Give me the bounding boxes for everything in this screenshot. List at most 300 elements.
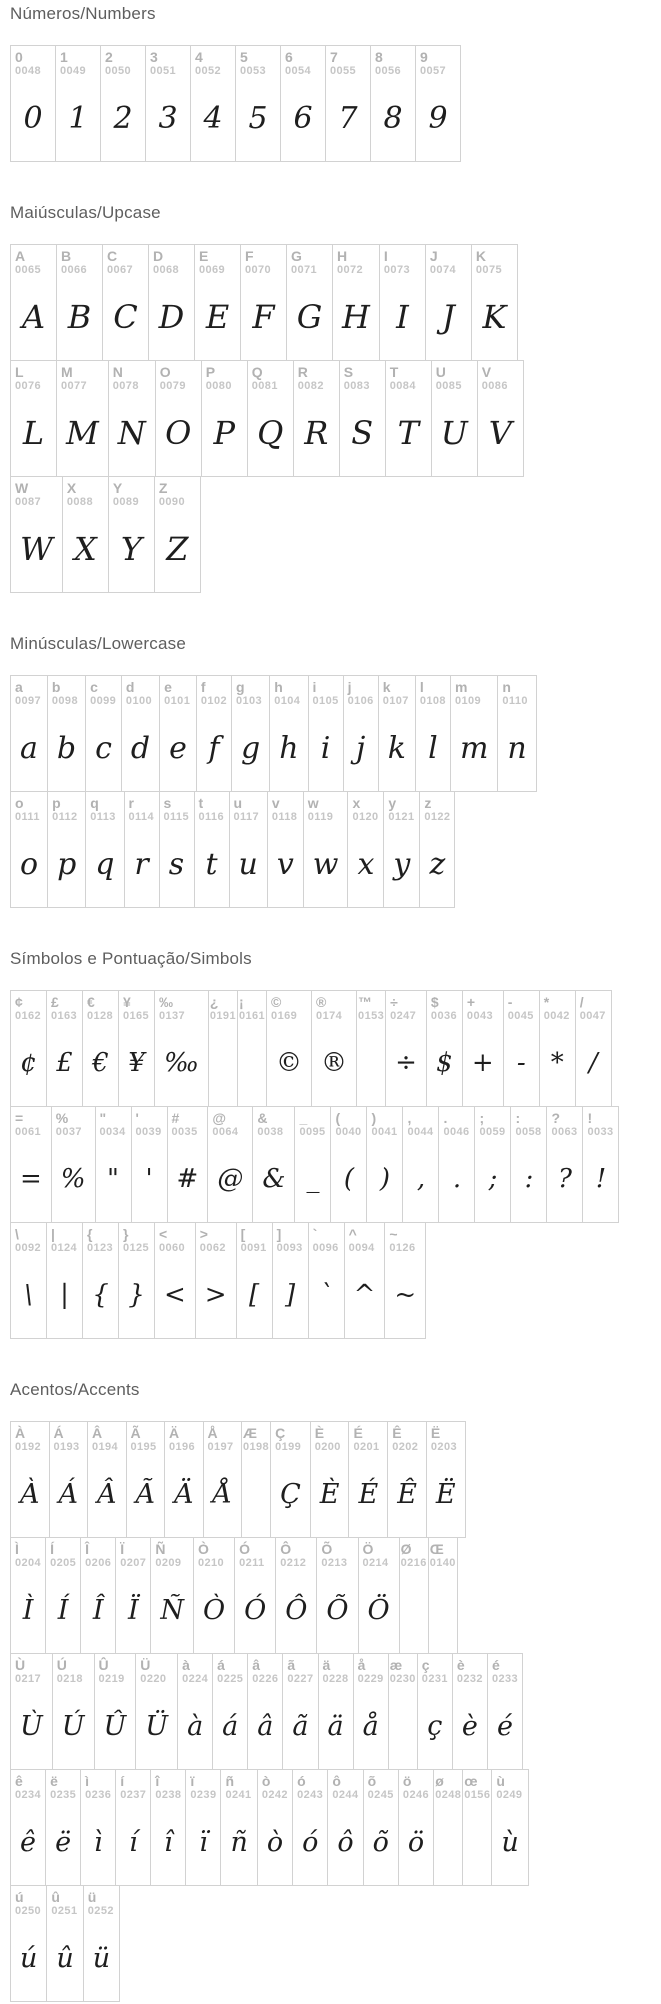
char-code: 0110 — [502, 695, 528, 708]
glyph-cell — [95, 1106, 132, 1223]
char-label: N — [112, 364, 123, 380]
char-label: C — [107, 248, 118, 264]
char-code: 0163 — [51, 1010, 78, 1023]
char-label: s — [163, 795, 172, 811]
char-code: 0081 — [251, 380, 278, 393]
char-code: 0037 — [55, 1126, 82, 1139]
char-label: : — [515, 1110, 521, 1126]
char-label: ô — [332, 1773, 341, 1789]
char-glyph: N — [117, 414, 146, 453]
glyph-cell — [308, 675, 344, 792]
char-label: 6 — [285, 49, 293, 65]
char-glyph: ¥ — [128, 1048, 145, 1079]
char-glyph: ù — [501, 1826, 519, 1858]
glyph-cell — [115, 1537, 151, 1654]
char-glyph: ñ — [230, 1826, 248, 1858]
char-code: 0224 — [182, 1673, 209, 1686]
char-label: î — [155, 1773, 160, 1789]
char-glyph: = — [20, 1164, 42, 1195]
char-code: 0230 — [389, 1673, 416, 1686]
glyph-cell — [150, 1769, 186, 1886]
char-label: í — [120, 1773, 125, 1789]
char-label: Ô — [280, 1541, 292, 1557]
char-code: 0092 — [15, 1242, 42, 1255]
glyph-cell — [310, 1421, 350, 1538]
char-glyph: õ — [372, 1826, 389, 1858]
char-glyph: ` — [319, 1280, 333, 1311]
glyph-cell — [102, 244, 149, 361]
char-code: 0245 — [367, 1789, 394, 1802]
glyph-cell — [87, 1421, 127, 1538]
char-code: 0055 — [330, 65, 357, 78]
char-glyph — [243, 1454, 269, 1534]
glyph-cell — [159, 791, 195, 908]
char-glyph: E — [205, 298, 230, 337]
char-glyph: 0 — [23, 100, 43, 136]
char-code: 0102 — [200, 695, 227, 708]
char-label: \ — [15, 1226, 19, 1242]
char-glyph: 7 — [338, 100, 358, 136]
char-glyph: j — [355, 730, 366, 766]
char-label: x — [352, 795, 361, 811]
char-glyph: X — [74, 530, 97, 569]
char-glyph: Ê — [397, 1478, 417, 1510]
char-label: Æ — [243, 1425, 257, 1441]
char-glyph: r — [134, 846, 149, 882]
char-code: 0047 — [579, 1010, 606, 1023]
char-glyph: * — [550, 1048, 564, 1079]
char-glyph: : — [524, 1164, 534, 1195]
char-code: 0220 — [140, 1673, 167, 1686]
char-label: n — [502, 679, 511, 695]
char-code: 0213 — [321, 1557, 348, 1570]
char-label: / — [579, 994, 584, 1010]
char-code: 0111 — [15, 811, 40, 824]
glyph-cell — [425, 244, 472, 361]
char-code: 0106 — [347, 695, 374, 708]
glyph-cell — [82, 1222, 119, 1339]
glyph-cell — [234, 1537, 276, 1654]
glyph-cell — [308, 1222, 345, 1339]
glyph-row — [10, 675, 537, 792]
glyph-cell — [154, 476, 201, 593]
char-label: ~ — [389, 1226, 398, 1242]
glyph-cell — [195, 1222, 237, 1339]
char-glyph: Z — [166, 530, 189, 569]
char-code: 0237 — [120, 1789, 147, 1802]
char-glyph: [ — [249, 1280, 260, 1311]
char-code: 0246 — [402, 1789, 429, 1802]
char-label: v — [271, 795, 280, 811]
char-label: ù — [496, 1773, 505, 1789]
char-code: 0058 — [515, 1126, 542, 1139]
char-glyph: ] — [285, 1280, 296, 1311]
char-code: 0109 — [454, 695, 482, 708]
glyph-cell — [269, 675, 308, 792]
char-code: 0098 — [51, 695, 78, 708]
char-glyph: ) — [379, 1164, 391, 1195]
glyph-cell — [257, 1769, 293, 1886]
glyph-cell — [45, 1769, 81, 1886]
char-code: 0044 — [407, 1126, 434, 1139]
glyph-cell — [348, 1421, 388, 1538]
char-label: ` — [312, 1226, 318, 1242]
char-code: 0108 — [419, 695, 446, 708]
char-glyph: Ì — [22, 1594, 34, 1626]
char-label: } — [123, 1226, 129, 1242]
char-label: r — [128, 795, 134, 811]
char-code: 0194 — [92, 1441, 119, 1454]
charmap-section — [10, 949, 661, 1339]
char-glyph: \ — [24, 1280, 33, 1311]
char-glyph: a — [20, 730, 38, 766]
char-glyph: i — [320, 730, 331, 766]
char-glyph: £ — [56, 1048, 73, 1079]
char-code: 0071 — [291, 264, 318, 277]
char-label: J — [429, 248, 438, 264]
char-label: ™ — [358, 994, 373, 1010]
char-label: G — [291, 248, 302, 264]
char-code: 0137 — [159, 1010, 186, 1023]
char-label: ¡ — [238, 994, 244, 1010]
char-label: ¿ — [209, 994, 219, 1010]
char-code: 0199 — [275, 1441, 302, 1454]
char-code: 0216 — [400, 1557, 427, 1570]
char-label: w — [307, 795, 319, 811]
char-glyph: S — [351, 414, 374, 453]
char-label: O — [159, 364, 171, 380]
char-label: ^ — [348, 1226, 357, 1242]
glyph-row — [10, 360, 524, 477]
char-label: ñ — [225, 1773, 235, 1789]
glyph-cell — [46, 1885, 83, 2002]
char-glyph: x — [357, 846, 375, 882]
glyph-cell — [426, 990, 463, 1107]
glyph-cell — [10, 1769, 46, 1886]
char-code: 0061 — [15, 1126, 42, 1139]
char-code: 0084 — [389, 380, 416, 393]
glyph-cell — [387, 1421, 427, 1538]
char-label: ö — [402, 1773, 412, 1789]
char-glyph: . — [452, 1164, 462, 1195]
char-label: ] — [276, 1226, 282, 1242]
glyph-cell — [491, 1769, 528, 1886]
char-glyph: W — [20, 530, 53, 569]
char-code: 0248 — [435, 1789, 462, 1802]
char-label: _ — [299, 1110, 308, 1126]
char-label: e — [164, 679, 172, 695]
char-label: 4 — [195, 49, 203, 65]
char-label: © — [271, 994, 282, 1010]
char-label: h — [274, 679, 283, 695]
char-code: 0174 — [316, 1010, 343, 1023]
char-glyph: n — [507, 730, 527, 766]
char-label: A — [15, 248, 26, 264]
char-label: Ó — [239, 1541, 250, 1557]
glyph-cell — [124, 791, 160, 908]
char-code: 0065 — [15, 264, 42, 277]
char-code: 0239 — [190, 1789, 217, 1802]
char-code: 0104 — [274, 695, 301, 708]
char-glyph — [401, 1570, 427, 1650]
glyph-cell — [155, 360, 202, 477]
char-label: Ë — [430, 1425, 441, 1441]
char-glyph: í — [128, 1826, 138, 1858]
glyph-cell — [327, 1769, 363, 1886]
glyph-cell — [85, 791, 124, 908]
glyph-cell — [431, 360, 478, 477]
char-glyph: v — [276, 846, 294, 882]
char-label: ä — [322, 1657, 331, 1673]
char-label: Í — [50, 1541, 54, 1557]
char-glyph: ê — [20, 1826, 37, 1858]
glyph-cell — [325, 45, 371, 162]
char-glyph: 1 — [68, 100, 88, 136]
char-glyph: o — [20, 846, 39, 882]
glyph-cell — [282, 1653, 318, 1770]
char-glyph: R — [304, 414, 329, 453]
glyph-cell — [247, 360, 294, 477]
glyph-cell — [10, 1106, 52, 1223]
char-glyph: Q — [257, 414, 284, 453]
glyph-cell — [46, 1222, 83, 1339]
glyph-cell — [510, 1106, 547, 1223]
char-code: 0192 — [15, 1441, 42, 1454]
char-label: Ã — [130, 1425, 141, 1441]
char-glyph: } — [128, 1280, 145, 1311]
char-code: 0226 — [252, 1673, 279, 1686]
char-label: ' — [135, 1110, 139, 1126]
char-label: D — [153, 248, 164, 264]
glyph-cell — [344, 1222, 386, 1339]
char-glyph: 9 — [428, 100, 448, 136]
glyph-cell — [280, 45, 326, 162]
char-code: 0205 — [50, 1557, 77, 1570]
char-label: V — [481, 364, 492, 380]
char-glyph: ô — [337, 1826, 354, 1858]
char-label: ; — [479, 1110, 485, 1126]
glyph-cell — [235, 45, 281, 162]
char-label: < — [159, 1226, 168, 1242]
char-label: Ñ — [155, 1541, 166, 1557]
char-label: P — [205, 364, 216, 380]
glyph-cell — [575, 990, 612, 1107]
char-code: 0241 — [225, 1789, 252, 1802]
char-label: ï — [190, 1773, 195, 1789]
glyph-row — [10, 791, 455, 908]
glyph-cell — [47, 675, 86, 792]
glyph-cell — [85, 675, 122, 792]
char-code: 0033 — [587, 1126, 614, 1139]
char-label: F — [245, 248, 254, 264]
char-label: œ — [464, 1773, 478, 1789]
char-label: = — [15, 1110, 24, 1126]
char-code: 0051 — [150, 65, 177, 78]
glyph-cell — [332, 244, 380, 361]
char-label: L — [15, 364, 24, 380]
glyph-cell — [415, 45, 461, 162]
char-label: £ — [51, 994, 59, 1010]
glyph-cell — [115, 1769, 151, 1886]
char-label: È — [314, 1425, 325, 1441]
char-code: 0119 — [307, 811, 334, 824]
glyph-cell — [10, 675, 48, 792]
char-glyph: _ — [306, 1164, 320, 1195]
glyph-cell — [207, 1106, 253, 1223]
char-code: 0105 — [312, 695, 339, 708]
char-label: ì — [85, 1773, 90, 1789]
char-label: ø — [435, 1773, 444, 1789]
char-glyph: l — [428, 730, 438, 766]
glyph-cell — [10, 1653, 53, 1770]
glyph-cell — [100, 45, 146, 162]
char-code: 0120 — [352, 811, 379, 824]
glyph-cell — [303, 791, 349, 908]
glyph-cell — [388, 1653, 418, 1770]
char-label: , — [407, 1110, 412, 1126]
char-code: 0099 — [90, 695, 117, 708]
glyph-cell — [452, 1653, 488, 1770]
char-label: # — [171, 1110, 180, 1126]
char-glyph: 3 — [158, 100, 178, 136]
char-code: 0083 — [343, 380, 370, 393]
glyph-cell — [118, 990, 155, 1107]
char-glyph: u — [238, 846, 258, 882]
char-label: [ — [240, 1226, 246, 1242]
char-glyph: F — [252, 298, 275, 337]
char-glyph — [358, 1023, 384, 1103]
char-code: 0236 — [85, 1789, 112, 1802]
char-code: 0233 — [491, 1673, 519, 1686]
char-code: 0070 — [245, 264, 272, 277]
glyph-cell — [121, 675, 160, 792]
char-glyph: e — [169, 730, 187, 766]
char-code: 0202 — [392, 1441, 419, 1454]
char-glyph: ¢ — [20, 1048, 37, 1079]
char-label: X — [66, 480, 77, 496]
char-glyph: ã — [292, 1710, 309, 1742]
char-code: 0234 — [15, 1789, 42, 1802]
char-label: é — [491, 1657, 500, 1673]
glyph-cell — [582, 1106, 619, 1223]
glyph-cell — [539, 990, 576, 1107]
char-glyph: Û — [103, 1710, 127, 1742]
char-code: 0082 — [297, 380, 324, 393]
char-code: 0034 — [99, 1126, 126, 1139]
glyph-cell — [318, 1653, 354, 1770]
char-glyph: Y — [120, 530, 142, 569]
char-label: Ü — [140, 1657, 151, 1673]
glyph-cell — [82, 990, 119, 1107]
glyph-row — [10, 244, 518, 361]
glyph-cell — [474, 1106, 511, 1223]
char-glyph: $ — [436, 1048, 453, 1079]
char-glyph: É — [358, 1478, 379, 1510]
char-glyph: + — [471, 1048, 494, 1079]
char-code: 0054 — [285, 65, 312, 78]
glyph-cell — [433, 1769, 463, 1886]
glyph-cell — [384, 1222, 426, 1339]
char-code: 0056 — [375, 65, 402, 78]
char-glyph: 5 — [248, 100, 268, 136]
char-glyph: 2 — [113, 100, 133, 136]
char-code: 0210 — [197, 1557, 225, 1570]
glyph-cell — [196, 675, 232, 792]
char-code: 0042 — [543, 1010, 570, 1023]
char-glyph: b — [56, 730, 77, 766]
char-label: { — [87, 1226, 93, 1242]
char-label: $ — [430, 994, 439, 1010]
char-code: 0103 — [235, 695, 263, 708]
char-code: 0156 — [464, 1789, 491, 1802]
char-glyph: Ò — [202, 1594, 226, 1626]
char-label: K — [475, 248, 487, 264]
char-glyph: L — [22, 414, 45, 453]
char-glyph: B — [67, 298, 92, 337]
char-glyph: Ö — [367, 1594, 390, 1626]
char-glyph: Å — [212, 1478, 232, 1510]
glyph-cell — [49, 1421, 89, 1538]
char-label: ¥ — [123, 994, 131, 1010]
glyph-cell — [10, 360, 57, 477]
char-glyph: ‰ — [164, 1048, 199, 1079]
char-label: f — [200, 679, 206, 695]
char-glyph: K — [482, 298, 507, 337]
char-label: € — [87, 994, 95, 1010]
char-code: 0114 — [128, 811, 154, 824]
glyph-cell — [347, 791, 384, 908]
glyph-cell — [503, 990, 540, 1107]
glyph-cell — [80, 1537, 116, 1654]
char-code: 0112 — [52, 811, 78, 824]
glyph-cell — [266, 990, 312, 1107]
char-code: 0053 — [240, 65, 267, 78]
char-glyph: Á — [58, 1478, 78, 1510]
glyph-cell — [220, 1769, 257, 1886]
char-code: 0088 — [66, 496, 93, 509]
char-label: d — [125, 679, 135, 695]
glyph-cell — [385, 990, 427, 1107]
glyph-cell — [80, 1769, 116, 1886]
char-glyph: 4 — [203, 100, 223, 136]
char-label: m — [454, 679, 468, 695]
char-label: ÷ — [390, 994, 398, 1010]
char-glyph: à — [187, 1710, 204, 1742]
char-label: B — [61, 248, 72, 264]
char-label: . — [443, 1110, 448, 1126]
char-glyph: ' — [145, 1164, 153, 1195]
char-glyph: Ä — [174, 1478, 194, 1510]
char-label: Ä — [169, 1425, 180, 1441]
glyph-cell — [154, 990, 209, 1107]
char-code: 0078 — [112, 380, 139, 393]
char-code: 0251 — [51, 1905, 78, 1918]
char-glyph: Ã — [135, 1478, 155, 1510]
char-label: 9 — [420, 49, 428, 65]
char-label: 1 — [60, 49, 68, 65]
char-glyph: Â — [97, 1478, 117, 1510]
char-label: I — [383, 248, 388, 264]
char-code: 0118 — [271, 811, 298, 824]
glyph-cell — [247, 1653, 283, 1770]
char-code: 0123 — [87, 1242, 114, 1255]
char-label: H — [337, 248, 348, 264]
char-code: 0064 — [212, 1126, 239, 1139]
glyph-row — [10, 1421, 466, 1538]
char-code: 0227 — [287, 1673, 314, 1686]
glyph-cell — [164, 1421, 204, 1538]
charmap-section — [10, 634, 661, 908]
